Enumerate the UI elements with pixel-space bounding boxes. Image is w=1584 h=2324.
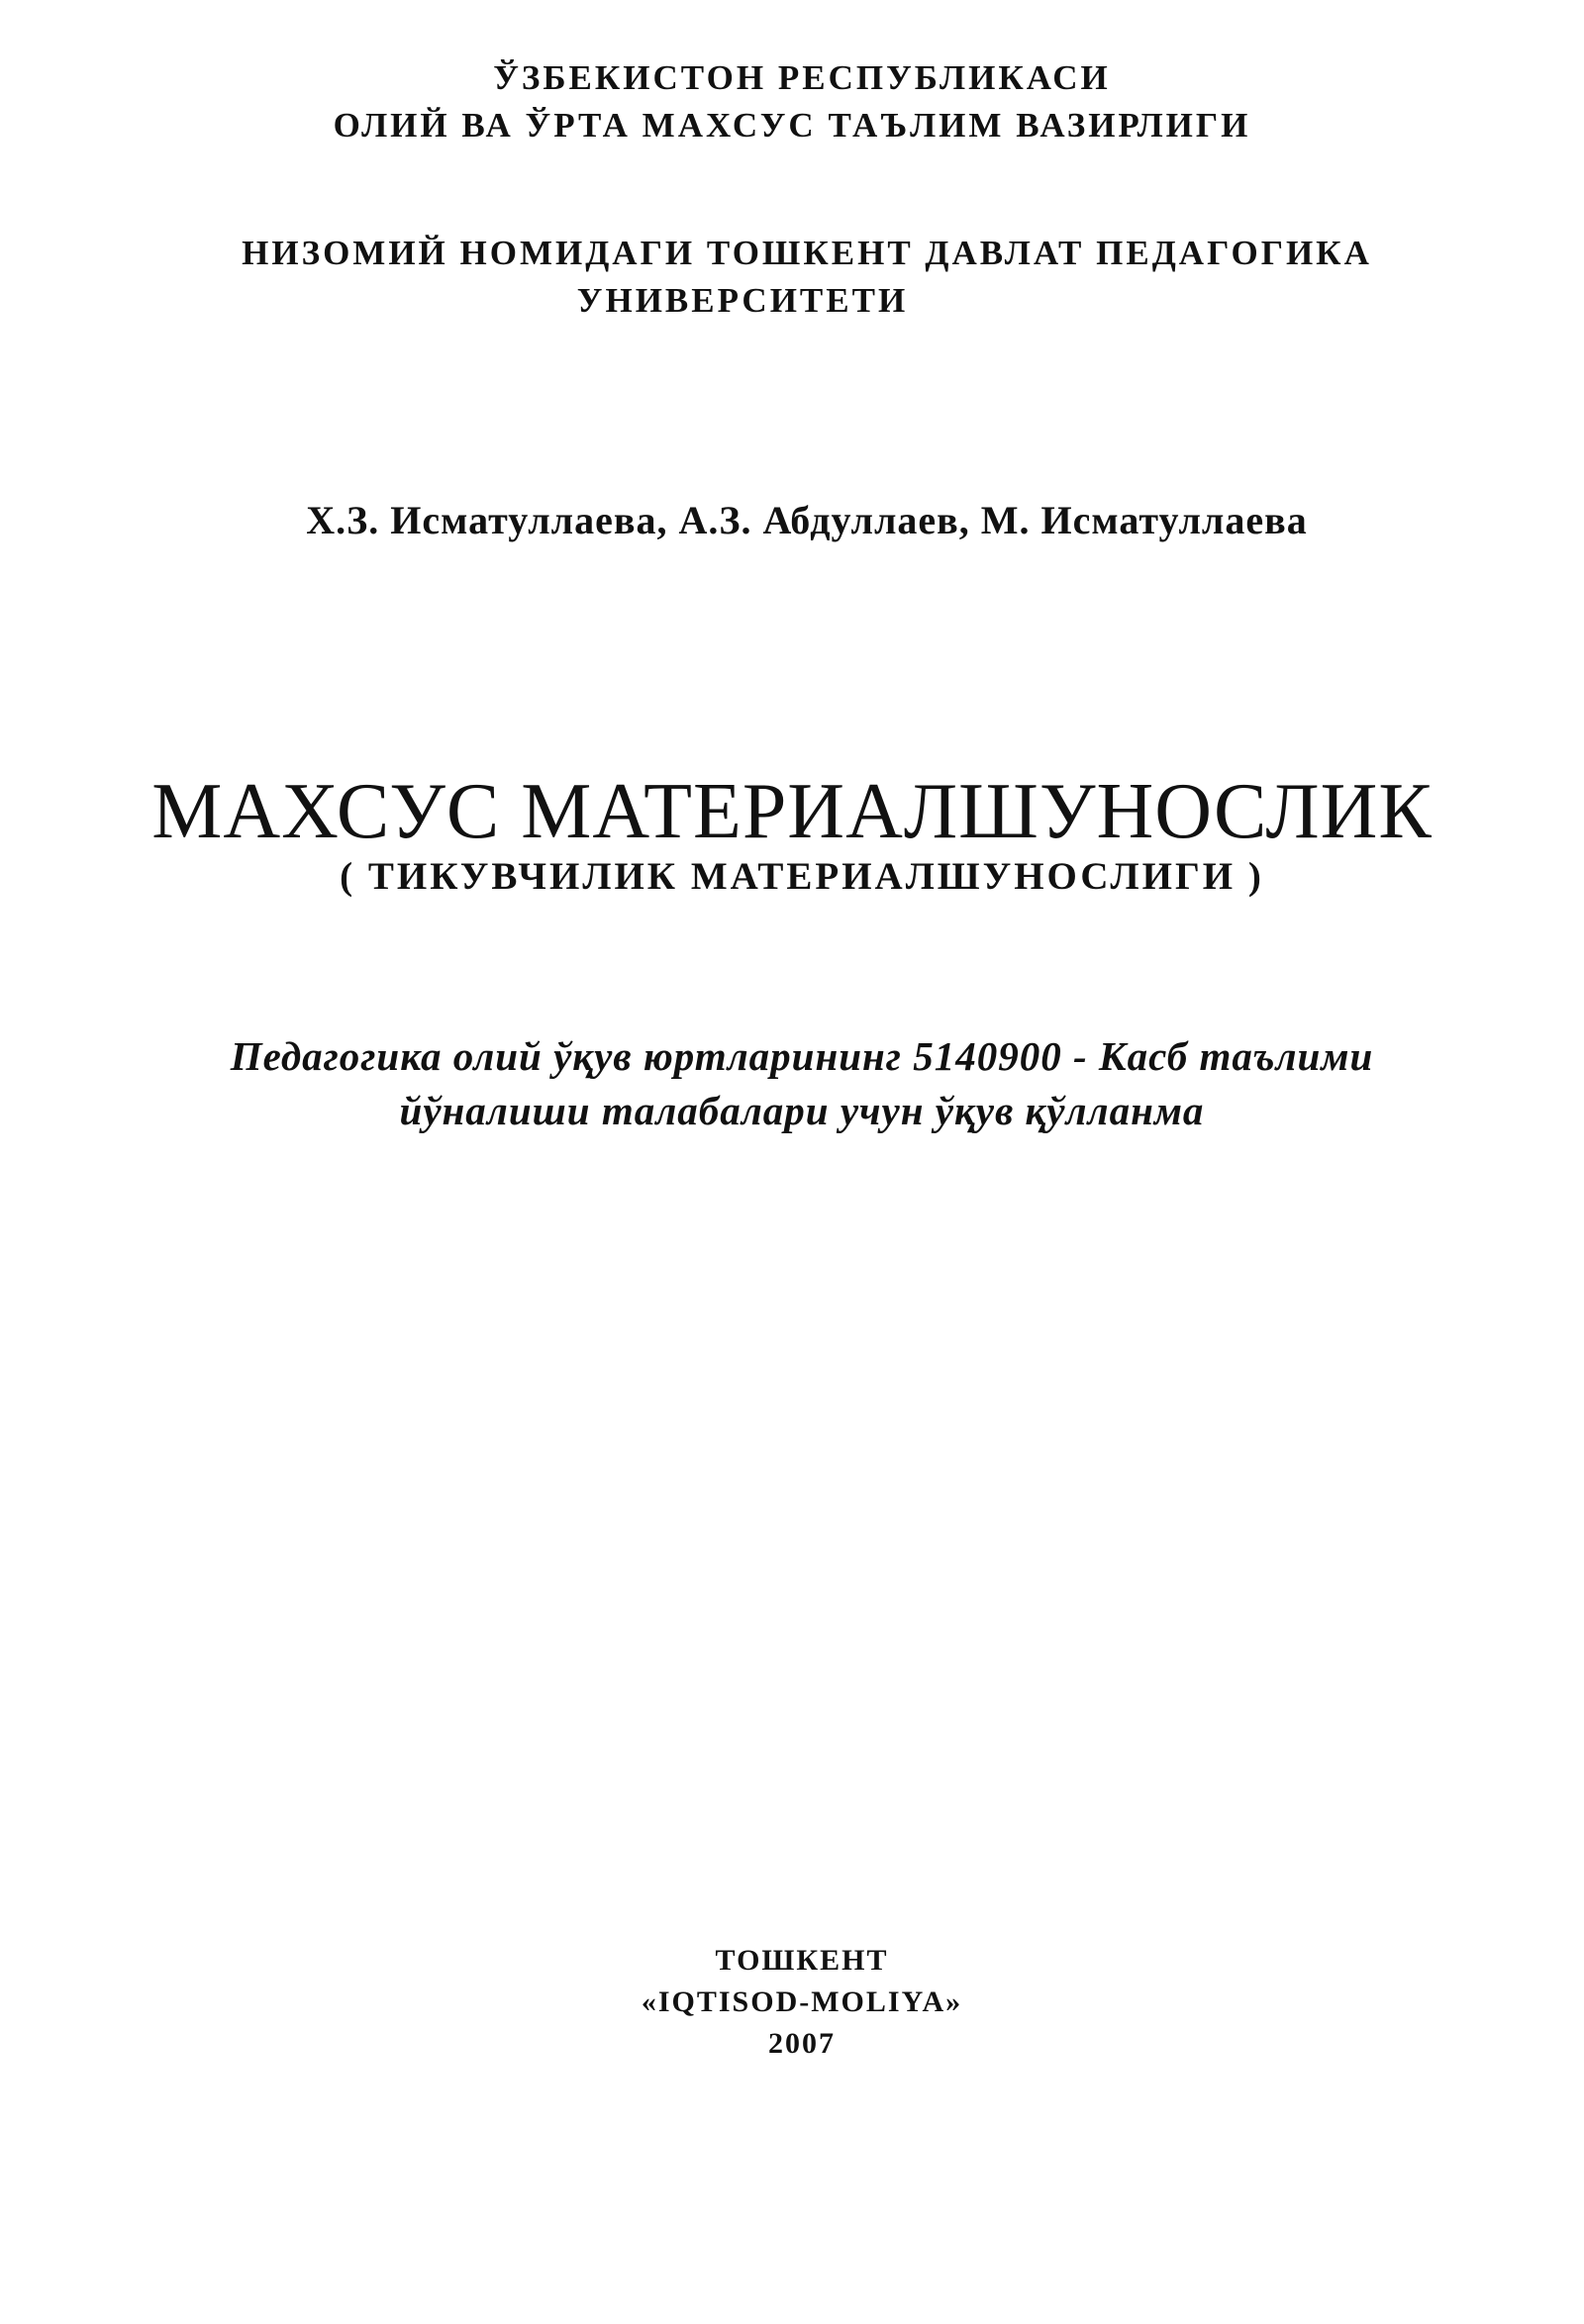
imprint-year: 2007 [768, 2027, 836, 2060]
book-title: МАХСУС МАТЕРИАЛШУНОСЛИК [151, 768, 1433, 855]
ministry-header [0, 54, 1584, 149]
ministry-line-country: ЎЗБЕКИСТОН РЕСПУБЛИКАСИ [493, 58, 1111, 97]
book-purpose [0, 1029, 1584, 1138]
purpose-line-1: Педагогика олий ўқув юртларининг 5140900 - Касб таълими [230, 1033, 1374, 1079]
imprint [0, 1940, 1584, 2065]
authors: Х.З. Исматуллаева, А.З. Абдуллаев, М. Исматуллаева [306, 498, 1308, 542]
ministry-line-name: ОЛИЙ ВА ЎРТА МАХСУС ТАЪЛИМ ВАЗИРЛИГИ [333, 106, 1251, 145]
university-line-name: НИЗОМИЙ НОМИДАГИ ТОШКЕНТ ДАВЛАТ ПЕДАГОГИКА [242, 234, 1372, 272]
university-line-type: УНИВЕРСИТЕТИ [576, 281, 909, 320]
imprint-publisher: «IQTISOD-MOLIYA» [641, 1985, 963, 2018]
university-header [0, 230, 1584, 325]
purpose-line-2: йўналиши талабалари учун ўқув қўлланма [399, 1088, 1205, 1133]
book-subtitle: ( ТИКУВЧИЛИК МАТЕРИАЛШУНОСЛИГИ ) [340, 855, 1264, 898]
imprint-city: ТОШКЕНТ [715, 1944, 889, 1977]
